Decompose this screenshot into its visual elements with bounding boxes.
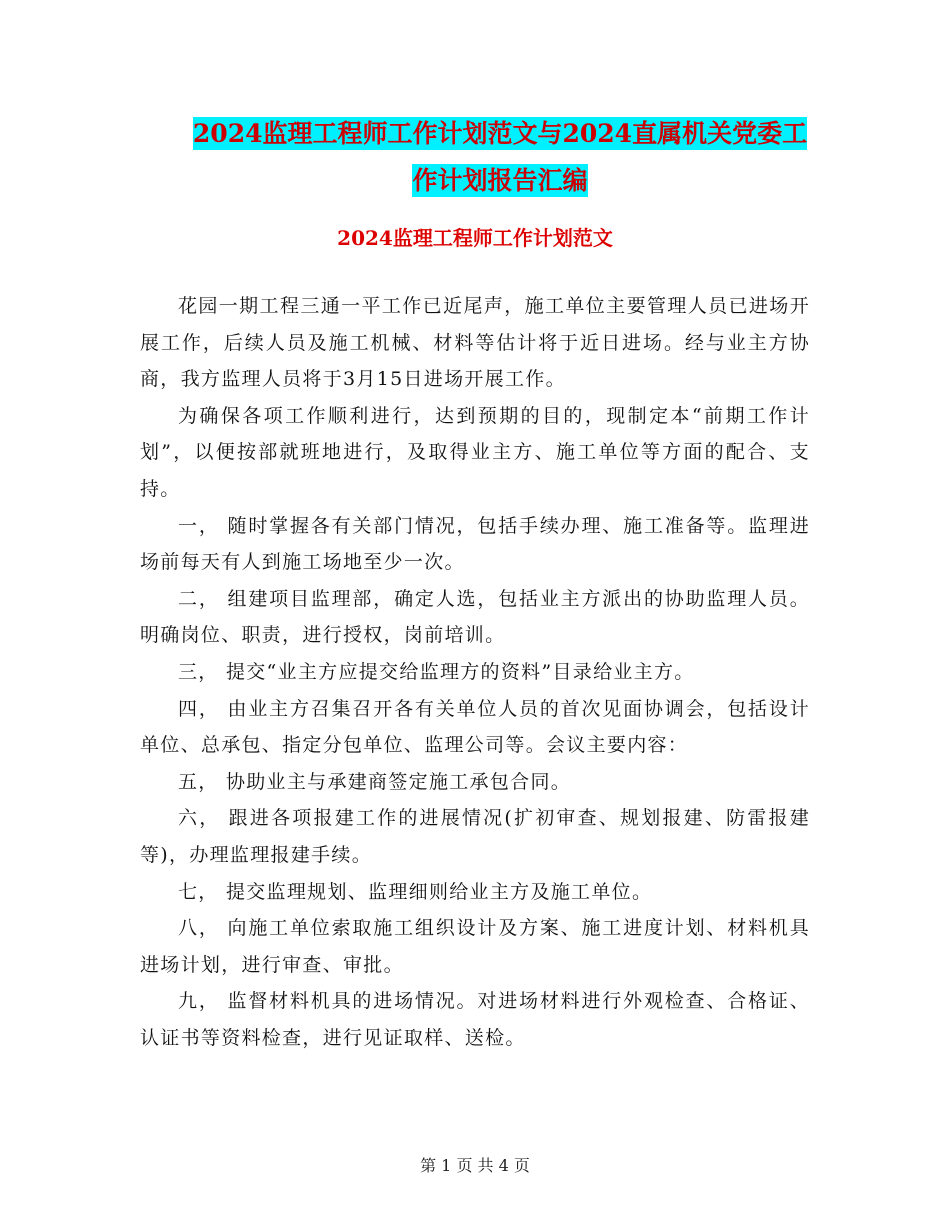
section-title: 2024监理工程师工作计划范文 bbox=[337, 226, 613, 250]
paragraph: 七， 提交监理规划、监理细则给业主方及施工单位。 bbox=[178, 880, 653, 903]
paragraph: 八， 向施工单位索取施工组织设计及方案、施工进度计划、材料机具进场计划，进行审查、审批。 bbox=[140, 917, 810, 976]
title-line-1: 2024监理工程师工作计划范文与2024直属机关党委工 bbox=[192, 119, 808, 148]
paragraph: 为确保各项工作顺利进行，达到预期的目的，现制定本“前期工作计划”，以便按部就班地进行，及取得业主方、施工单位等方面的配合、支持。 bbox=[140, 404, 810, 500]
paragraph: 三， 提交“业主方应提交给监理方的资料”目录给业主方。 bbox=[178, 660, 695, 683]
paragraph: 一， 随时掌握各有关部门情况，包括手续办理、施工准备等。监理进场前每天有人到施工场地至少一次。 bbox=[140, 514, 810, 574]
paragraph: 六， 跟进各项报建工作的进展情况(扩初审查、规划报建、防雷报建等)，办理监理报建手续。 bbox=[140, 807, 810, 866]
paragraph: 花园一期工程三通一平工作已近尾声，施工单位主要管理人员已进场开展工作，后续人员及施工机械、材料等估计将于近日进场。经与业主方协商，我方监理人员将于3月15日进场开展工作。 bbox=[140, 295, 810, 391]
title-line-2: 作计划报告汇编 bbox=[412, 166, 588, 195]
document-body bbox=[140, 288, 810, 1056]
paragraph: 五， 协助业主与承建商签定施工承包合同。 bbox=[178, 770, 572, 793]
paragraph: 二， 组建项目监理部，确定人选，包括业主方派出的协助监理人员。明确岗位、职责，进行授权，岗前培训。 bbox=[140, 587, 810, 647]
page-footer: 第 1 页 共 4 页 bbox=[420, 1156, 530, 1175]
paragraph: 四， 由业主方召集召开各有关单位人员的首次见面协调会，包括设计单位、总承包、指定分包单位、监理公司等。会议主要内容： bbox=[140, 697, 810, 757]
document-title bbox=[140, 110, 860, 204]
paragraph: 九， 监督材料机具的进场情况。对进场材料进行外观检查、合格证、认证书等资料检查，进行见证取样、送检。 bbox=[140, 990, 810, 1049]
